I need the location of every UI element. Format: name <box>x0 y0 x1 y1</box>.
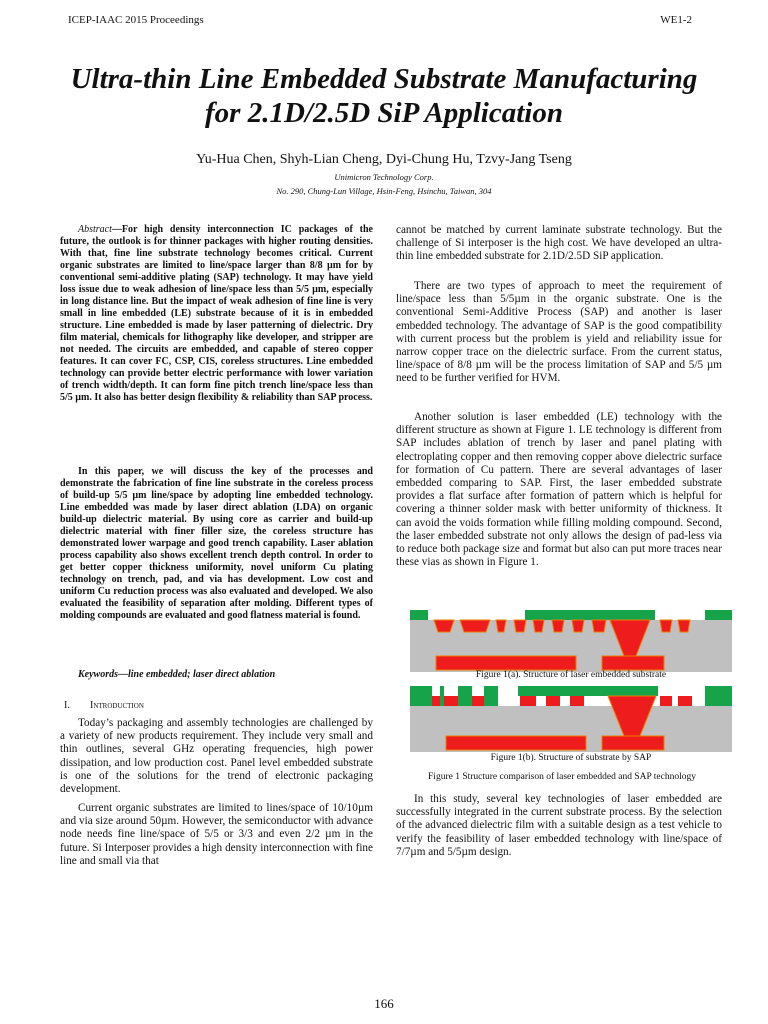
figure-1a-diagram <box>410 610 732 672</box>
embedded-trace <box>514 620 526 632</box>
embedded-trace <box>592 620 606 632</box>
solder-mask-pad <box>484 686 498 706</box>
inner-pad <box>446 736 586 750</box>
abstract-text: —For high density interconnection IC packages of the future, the outlook is for thinner packages with higher routing densities. With that, fine line substrate technology becomes critical. Current organic substrates are limited to line/space larger than 8/8 µm for by conventional semi-additive plating (SAP) technology. It may have yield loss issue due to weak adhesion of line/space less than 5/5 µm, especially in long distance line. But the impact of weak adhesion of fine line is very small in line embedded (LE) substrate because of it is in embedded structure. Line embedded is made by laser patterning of dielectric. Dry film material, chemicals for lithography like developer, and stripper are not needed. The circuits are embedded, and capable of stereo copper features. It can cover FC, CSP, CIS, coreless structures. Line embedded technology can provide better electric performance with lower variation of trench width/depth. It can form fine pitch trench line/space less than 5/5 µm. It also has better design flexibility & reliability than SAP process. <box>60 224 373 403</box>
solder-mask-pad <box>705 610 732 620</box>
surface-trace <box>546 696 560 706</box>
right-paragraph-3: Another solution is laser embedded (LE) technology with the different structure as shown at Figure 1. LE technology is different from SAP includes ablation of trench by laser and panel plating with electroplating copper and then removing copper above dielectric surface for formation of Cu pattern. There are several advantages of laser embedded comparing to SAP. First, the laser embedded substrate provides a flat surface after formation of pattern which is helpful for covering a thinner solder mask with better uniformity of thickness. It can avoid the voids formation while filling molding compound. Second, the laser embedded substrate not only allows the design of pad-less via to reduce both package size and format but also can put more traces near these vias as shown in Figure 1. <box>396 411 722 569</box>
title-line-2: for 2.1D/2.5D SiP Application <box>205 97 563 129</box>
intro-paragraph-1: Today’s packaging and assembly technologies are challenged by a variety of new products requirement. They include very small and thin outlines, several GHz operating frequencies, high power dissipation, and low production cost. Panel level embedded substrate is one of the solutions for the trend of electronic packaging development. <box>60 717 373 796</box>
embedded-trace <box>434 620 454 632</box>
paper-title <box>40 62 728 130</box>
abstract-paragraph-2: In this paper, we will discuss the key of the processes and demonstrate the fabrication of fine line substrate in the coreless process of build-up 5/5 µm line/space by adopting line embedded technology. Line embedded was made by laser direct ablation (LDA) on organic build-up dielectric material. By using core as carrier and build-up dielectric material with finer filler size, the coreless structure has demonstrated lower warpage and good trench capability. Laser ablation process capability also shows excellent trench depth control. In order to get better copper thickness uniformity, novel uniform Cu plating technology on trench, pad, and via has development. Low cost and uniform Cu reduction process was also evaluated and developed. We also evaluated the feasibility of separation after molding. Different types of molding compounds are evaluated and good flatness material is found. <box>60 466 373 621</box>
embedded-trace <box>552 620 564 632</box>
embedded-trace <box>660 620 672 632</box>
section-number: I. <box>64 700 70 711</box>
surface-trace <box>520 696 536 706</box>
author-list: Yu-Hua Chen, Shyh-Lian Cheng, Dyi-Chung Hu, Tzvy-Jang Tseng <box>196 152 572 167</box>
embedded-trace <box>496 620 506 632</box>
surface-trace <box>570 696 584 706</box>
figure-1b-diagram <box>410 686 732 752</box>
figure-1b-caption: Figure 1(b). Structure of substrate by SAP <box>490 753 652 763</box>
solder-mask-pad <box>410 686 432 706</box>
inner-pad <box>602 736 664 750</box>
surface-trace <box>660 696 672 706</box>
embedded-trace <box>572 620 584 632</box>
surface-trace <box>678 696 692 706</box>
right-paragraph-2: There are two types of approach to meet the requirement of line/space less than 5/5µm in the organic substrate. One is the conventional Semi-Additive Process (SAP) and another is laser embedded technology. The advantage of SAP is the good compatibility with current process but the problem is yield and reliability issue for narrow copper trace on the dielectric surface. From the current status, line/space of 8/8 µm will be the process limitation of SAP and 5/5 µm need to be further verified for HVM. <box>396 280 722 385</box>
surface-trace <box>444 696 458 706</box>
keywords: Keywords—line embedded; laser direct ablation <box>78 669 276 680</box>
figure-1a-caption: Figure 1(a). Structure of laser embedded substrate <box>475 670 667 680</box>
right-paragraph-1: cannot be matched by current laminate substrate technology. But the challenge of Si interposer is the high cost. We have developed an ultra-thin line embedded substrate for 2.1D/2.5D SiP application. <box>396 224 722 263</box>
intro-paragraph-2: Current organic substrates are limited to lines/space of 10/10µm and via size around 50µm. However, the semiconductor with advance node needs fine line/space of 5/5 or 3/3 and even 2/2 µm in the future. Si Interposer provides a high density interconnection with fine line and small via that <box>60 802 373 867</box>
solder-mask-pad <box>705 686 732 706</box>
embedded-trace <box>533 620 544 632</box>
figure-1-caption: Figure 1 Structure comparison of laser embedded and SAP technology <box>428 772 696 782</box>
inner-pad <box>436 656 576 670</box>
section-heading: Introduction <box>90 700 144 711</box>
solder-mask-pad <box>518 686 658 696</box>
solder-mask-pad <box>458 686 472 706</box>
session-code: WE1-2 <box>660 14 692 26</box>
proceedings-header: ICEP-IAAC 2015 Proceedings <box>68 14 204 26</box>
solder-mask-pad <box>525 610 655 620</box>
affiliation-address: No. 290, Chung-Lun Village, Hsin-Feng, Hsinchu, Taiwan, 304 <box>276 186 492 196</box>
surface-trace <box>472 696 484 706</box>
abstract-label: Abstract <box>78 224 112 235</box>
affiliation-company: Unimicron Technology Corp. <box>334 172 434 182</box>
inner-pad <box>602 656 664 670</box>
embedded-trace <box>460 620 490 632</box>
surface-trace <box>432 696 440 706</box>
page-number: 166 <box>374 996 394 1011</box>
abstract-paragraph <box>60 224 373 404</box>
title-line-1: Ultra-thin Line Embedded Substrate Manufacturing <box>70 63 698 95</box>
right-paragraph-4: In this study, several key technologies of laser embedded are successfully integrated in the current substrate process. By the selection of the advanced dielectric film with a suitable design as a test vehicle to verify the feasibility of laser embedded technology with line/space of 7/7µm and 5/5µm design. <box>396 793 722 858</box>
solder-mask-pad <box>410 610 428 620</box>
solder-mask-pad <box>440 686 444 706</box>
embedded-trace <box>678 620 690 632</box>
